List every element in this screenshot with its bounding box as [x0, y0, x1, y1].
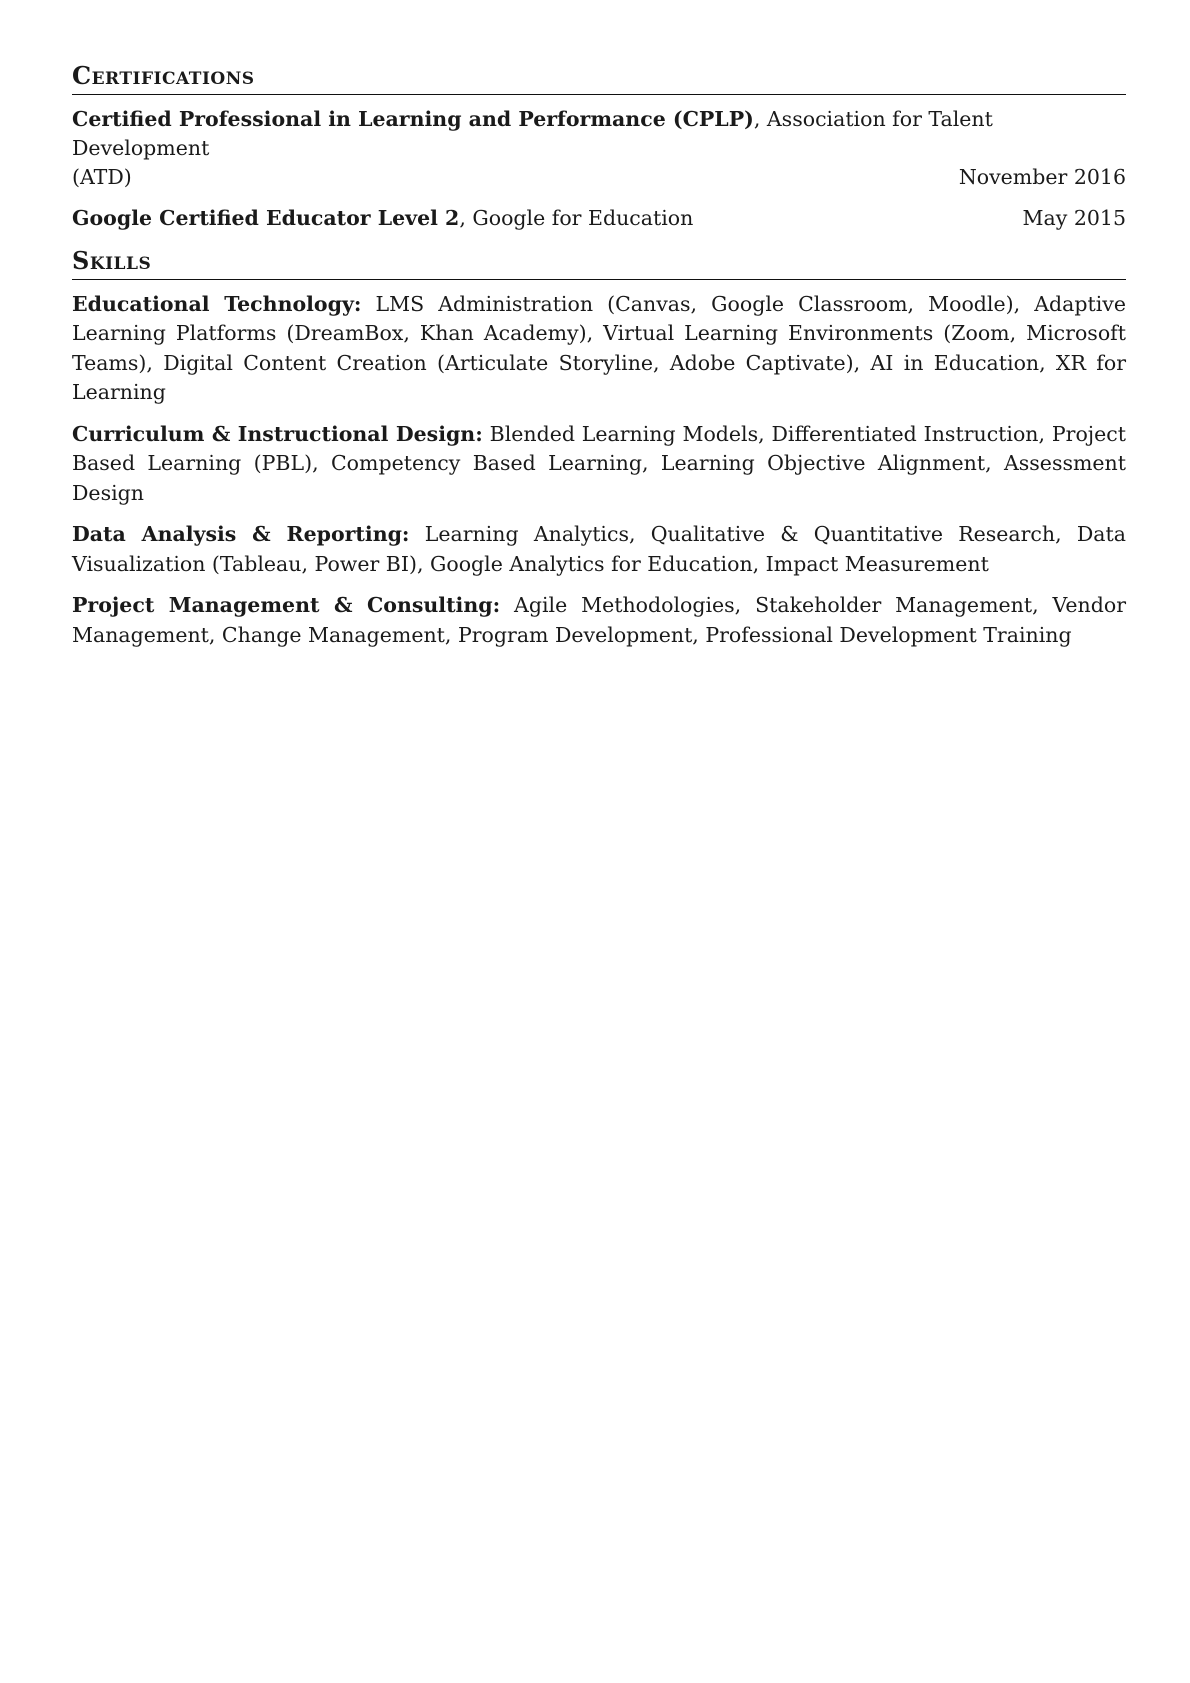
skill-item [72, 420, 1126, 509]
certification-name: Google Certified Educator Level 2 [72, 205, 460, 230]
skill-text: LMS Administration (Canvas, Google Classroom, Moodle), Adaptive Learning Platforms (DreamBox, Khan Academy), Virtual Learning Environments (Zoom, Microsoft Teams), Digital Content Creation (Articulate Storyline, Adobe Captivate), AI in Education, XR for Learning [72, 291, 1126, 405]
certifications-heading: Certifications [72, 62, 1126, 95]
certification-date: November 2016 [958, 164, 1126, 189]
skill-label: Project Management & Consulting: [72, 593, 501, 618]
certification-issuer: , Association for Talent Development [72, 106, 993, 160]
skill-item [72, 290, 1126, 408]
skills-list [72, 290, 1126, 651]
skill-label: Data Analysis & Reporting: [72, 522, 410, 547]
certification-line-1 [72, 105, 1126, 163]
skill-item [72, 591, 1126, 650]
certification-item [72, 105, 1126, 192]
certifications-list [72, 105, 1126, 233]
certification-issuer-continued: (ATD) [72, 164, 132, 189]
certification-line-2 [72, 163, 1126, 192]
certification-item [72, 204, 1126, 233]
resume-page [72, 62, 1126, 662]
certification-name: Certified Professional in Learning and Performance (CPLP) [72, 106, 754, 131]
certification-date: May 2015 [1022, 205, 1126, 230]
skill-label: Curriculum & Instructional Design: [72, 421, 483, 446]
skill-text: Blended Learning Models, Differentiated Instruction, Project Based Learning (PBL), Competency Based Learning, Learning Objective Alignment, Assessment Design [72, 421, 1126, 505]
certification-issuer: , Google for Education [459, 205, 694, 230]
skills-heading: Skills [72, 247, 1126, 280]
skill-label: Educational Technology: [72, 291, 362, 316]
skill-text: Agile Methodologies, Stakeholder Management, Vendor Management, Change Management, Program Development, Professional Development Training [72, 593, 1126, 647]
skill-item [72, 520, 1126, 579]
skill-text: Learning Analytics, Qualitative & Quantitative Research, Data Visualization (Tableau, Power BI), Google Analytics for Education, Impact Measurement [72, 522, 1126, 576]
